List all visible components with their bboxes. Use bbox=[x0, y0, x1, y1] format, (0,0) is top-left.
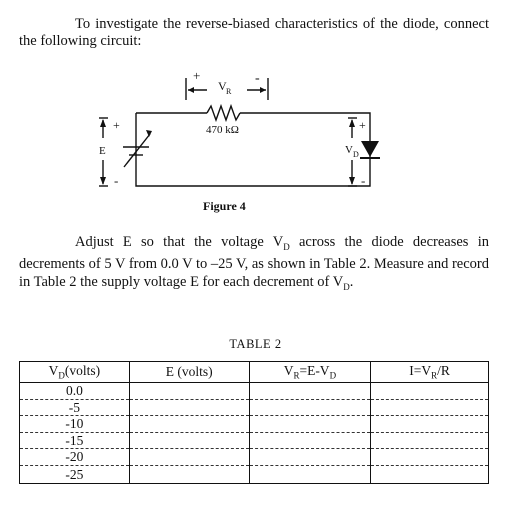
e-cell[interactable] bbox=[129, 432, 249, 449]
wire-loop bbox=[136, 113, 370, 186]
i-cell[interactable] bbox=[371, 432, 489, 449]
i-cell[interactable] bbox=[371, 383, 489, 400]
vr-label: V bbox=[218, 79, 227, 93]
e-cell[interactable] bbox=[129, 399, 249, 416]
diode-cathode-bar bbox=[360, 157, 380, 159]
figure-caption: Figure 4 bbox=[203, 199, 246, 213]
vr-cell[interactable] bbox=[249, 416, 371, 433]
variable-arrow bbox=[124, 134, 150, 167]
vd-cell: -25 bbox=[20, 465, 130, 483]
table-row bbox=[20, 416, 489, 433]
e-cell[interactable] bbox=[129, 383, 249, 400]
header-i: $I=V_R/R$ bbox=[371, 362, 489, 383]
table-row bbox=[20, 399, 489, 416]
e-label: E bbox=[99, 145, 106, 157]
table-row bbox=[20, 465, 489, 483]
vr-cell[interactable] bbox=[249, 449, 371, 466]
vr-sub: R bbox=[226, 87, 232, 96]
table-header-row bbox=[20, 362, 489, 383]
vd-cell: -15 bbox=[20, 432, 130, 449]
i-cell[interactable] bbox=[371, 399, 489, 416]
table-caption: TABLE 2 bbox=[229, 337, 282, 351]
e-minus: - bbox=[114, 173, 119, 188]
header-e: E (volts) bbox=[129, 362, 249, 383]
vd-cell: -10 bbox=[20, 416, 130, 433]
i-cell[interactable] bbox=[371, 449, 489, 466]
vd-cell: 0.0 bbox=[20, 383, 130, 400]
header-vd: $V_D(volts)$ bbox=[20, 362, 130, 383]
table-row bbox=[20, 449, 489, 466]
e-plus: + bbox=[113, 118, 120, 132]
intro-paragraph: To investigate the reverse-biased characteristics of the diode, connect the following circuit: bbox=[19, 16, 489, 49]
vr-cell[interactable] bbox=[249, 399, 371, 416]
table-row bbox=[20, 383, 489, 400]
resistor-symbol bbox=[207, 106, 240, 120]
vr-cell[interactable] bbox=[249, 383, 371, 400]
e-cell[interactable] bbox=[129, 449, 249, 466]
circuit-diagram bbox=[0, 0, 511, 200]
data-table bbox=[19, 361, 489, 484]
vd-cell: -20 bbox=[20, 449, 130, 466]
adjust-paragraph: Adjust E so that the voltage $V_D$ across the diode decreases in decrements of 5 V from 0.0 V to –25 V, as shown in Table 2. Measure and record in Table 2 the supply voltage E for each decrement of $V_D$. bbox=[19, 234, 489, 292]
table-row bbox=[20, 432, 489, 449]
vr-plus: + bbox=[193, 68, 201, 83]
header-vr: $V_R=E-V_D$ bbox=[249, 362, 371, 383]
vd-label: V bbox=[345, 144, 353, 156]
e-cell[interactable] bbox=[129, 416, 249, 433]
i-cell[interactable] bbox=[371, 465, 489, 483]
vd-minus: - bbox=[361, 173, 366, 188]
vr-minus: - bbox=[255, 71, 260, 86]
vd-sub: D bbox=[353, 150, 359, 159]
vd-plus: + bbox=[359, 118, 366, 132]
resistor-value: 470 kΩ bbox=[206, 124, 239, 136]
vr-cell[interactable] bbox=[249, 465, 371, 483]
e-cell[interactable] bbox=[129, 465, 249, 483]
vd-cell: -5 bbox=[20, 399, 130, 416]
i-cell[interactable] bbox=[371, 416, 489, 433]
vr-cell[interactable] bbox=[249, 432, 371, 449]
diode-symbol bbox=[361, 141, 379, 157]
